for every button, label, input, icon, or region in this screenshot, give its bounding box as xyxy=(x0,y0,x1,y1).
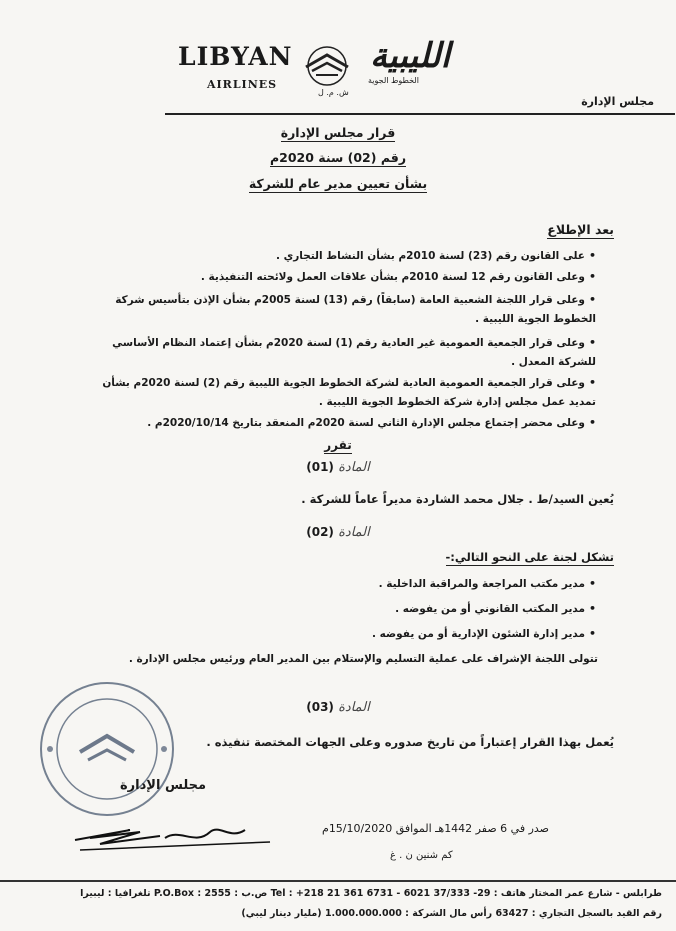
article-3-text: يُعمل بهذا القرار إعتباراً من تاريخ صدوره وعلى الجهات المختصة تنفيذه . xyxy=(206,735,614,749)
bullet-icon: • xyxy=(588,602,596,615)
header-divider xyxy=(165,113,675,115)
article-2-task: تتولى اللجنة الإشراف على عملية التسليم والإستلام بين المدير العام ورئيس مجلس الإدارة . xyxy=(128,653,598,665)
decision-subject-text: بشأن تعيين مدير عام للشركة xyxy=(248,176,428,191)
committee-member-text: مدير مكتب المراجعة والمراقبة الداخلية . xyxy=(378,578,585,590)
bullet-icon: • xyxy=(588,376,596,389)
article-1-text: يُعين السيد/ط . جلال محمد الشاردة مديراً عاماً للشركة . xyxy=(301,492,614,506)
preamble-item xyxy=(147,416,596,429)
preamble-heading-text: بعد الإطلاع xyxy=(547,222,614,237)
logo-arabic: الليبية xyxy=(370,36,451,76)
preamble-item xyxy=(201,270,596,283)
decision-subject xyxy=(0,176,676,191)
preamble-item-text: وعلى قرار الجمعية العمومية غير العادية رقم (1) لسنة 2020م بشأن إعتماد النظام الأساسي للشركة المعدل . xyxy=(112,337,596,368)
logo-mark-caption: ش. م. ل xyxy=(318,88,349,97)
reference-initials: كم شنين ن . غ xyxy=(390,850,453,861)
article-2-intro-text: تشكل لجنة على النحو التالي:- xyxy=(445,550,614,564)
decision-title-text: قرار مجلس الإدارة xyxy=(280,125,396,140)
decision-number xyxy=(0,150,676,165)
article-1-number: (01) xyxy=(306,460,334,474)
logo-arabic-subtitle: الخطوط الجوية xyxy=(368,76,419,85)
bullet-icon: • xyxy=(588,270,596,283)
handwritten-signature xyxy=(70,810,280,860)
signature-label: مجلس الإدارة xyxy=(120,778,207,793)
preamble-item xyxy=(276,249,596,262)
bullet-icon: • xyxy=(588,416,596,429)
article-3-label: المادة xyxy=(338,700,370,715)
article-3-number: (03) xyxy=(306,700,334,714)
article-1-heading xyxy=(0,460,676,475)
preamble-item xyxy=(76,333,596,372)
committee-member xyxy=(379,577,596,590)
article-2-intro xyxy=(446,550,615,564)
article-2-heading xyxy=(0,525,676,540)
preamble-item xyxy=(76,290,596,329)
bullet-icon: • xyxy=(588,627,596,640)
preamble-item-text: وعلى قرار اللجنة الشعبية العامة (سابقاً) رقم (13) لسنة 2005م بشأن الإذن بتأسيس شركة الخطوط الجوية الليبية . xyxy=(115,294,596,325)
preamble-item xyxy=(76,373,596,412)
committee-member xyxy=(395,602,596,615)
decision-heading xyxy=(0,438,676,452)
footer-contact: طرابلس - شارع عمر المختار هاتف : 29- 37/333 6021 - Tel : +218 21 361 6731 ص.ب : P.O.Box : 2555 تلغرافيا : ليبيرا xyxy=(80,888,662,899)
preamble-item-text: وعلى القانون رقم 12 لسنة 2010م بشأن علاقات العمل ولائحته التنفيذية . xyxy=(200,271,585,283)
bullet-icon: • xyxy=(588,249,596,262)
logo-english: LIBYAN xyxy=(178,42,293,71)
preamble-item-text: وعلى محضر إجتماع مجلس الإدارة الثاني لسنة 2020م المنعقد بتاريخ 2020/10/14م . xyxy=(147,417,585,429)
article-1-label: المادة xyxy=(338,460,370,475)
article-2-label: المادة xyxy=(338,525,370,540)
decision-title xyxy=(0,125,676,140)
decision-number-text: رقم (02) سنة 2020م xyxy=(269,150,407,165)
preamble-item-text: وعلى قرار الجمعية العمومية العادية لشركة الخطوط الجوية الليبية رقم (2) لسنة 2020م بشأن تمديد عمل مجلس إدارة شركة الخطوط الجوية الليبية . xyxy=(102,377,596,408)
preamble-heading xyxy=(547,222,614,237)
preamble-item-text: على القانون رقم (23) لسنة 2010م بشأن النشاط التجاري . xyxy=(275,250,585,262)
footer-divider xyxy=(0,880,676,882)
bullet-icon: • xyxy=(588,293,596,306)
official-stamp-icon xyxy=(38,680,176,818)
decision-heading-text: تقرر xyxy=(324,438,352,452)
logo-english-subtitle: AIRLINES xyxy=(207,78,278,91)
bullet-icon: • xyxy=(588,336,596,349)
bullet-icon: • xyxy=(588,577,596,590)
airline-logo-icon xyxy=(298,45,356,87)
committee-member-text: مدير المكتب القانوني أو من يفوضه . xyxy=(395,603,585,615)
committee-member xyxy=(372,627,596,640)
article-2-number: (02) xyxy=(306,525,334,539)
footer-registration: رقم القيد بالسجل التجاري : 63427 رأس مال الشركة : 1.000.000.000 (مليار دينار ليبي) xyxy=(241,908,662,919)
committee-member-text: مدير إدارة الشئون الإدارية أو من يفوضه . xyxy=(372,628,585,640)
board-label: مجلس الإدارة xyxy=(581,95,654,108)
issue-date: صدر في 6 صفر 1442هـ الموافق 15/10/2020م xyxy=(322,822,550,835)
